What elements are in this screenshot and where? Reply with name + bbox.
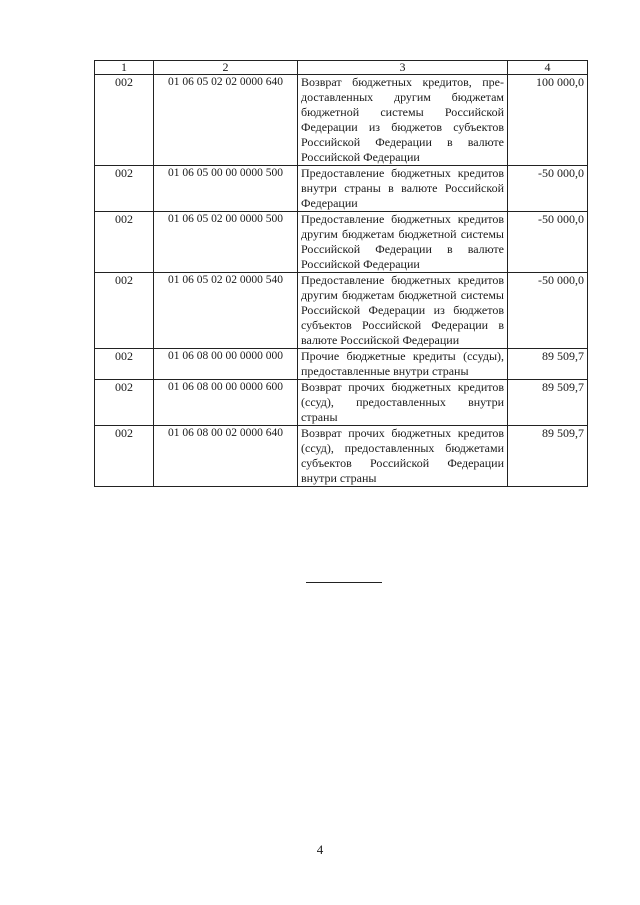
amount-cell: -50 000,0 xyxy=(508,212,588,273)
admin-code-cell: 002 xyxy=(95,380,154,426)
table-row xyxy=(95,426,588,487)
amount-cell: 100 000,0 xyxy=(508,75,588,166)
admin-code-cell: 002 xyxy=(95,75,154,166)
description-cell: Предоставление бюджетных кредитов другим бюджетам бюджетной системы Российской Федерации в валюте Российской Федерации xyxy=(298,212,508,273)
kbk-code-cell: 01 06 05 00 00 0000 500 xyxy=(154,166,298,212)
admin-code-cell: 002 xyxy=(95,212,154,273)
amount-cell: -50 000,0 xyxy=(508,273,588,349)
kbk-code-cell: 01 06 08 00 00 0000 000 xyxy=(154,349,298,380)
kbk-code-cell: 01 06 08 00 02 0000 640 xyxy=(154,426,298,487)
kbk-code-cell: 01 06 05 02 02 0000 640 xyxy=(154,75,298,166)
description-cell: Прочие бюджетные кредиты (ссуды), предоставленные внутри страны xyxy=(298,349,508,380)
kbk-code-cell: 01 06 08 00 00 0000 600 xyxy=(154,380,298,426)
table-row xyxy=(95,273,588,349)
description-cell: Предоставление бюджетных кредитов другим бюджетам бюджетной системы Российской Федерации из бюджетов субъектов Российской Федерации в валюте Российской Федерации xyxy=(298,273,508,349)
page-number: 4 xyxy=(316,842,324,857)
description-cell: Предоставление бюджетных кредитов внутри страны в валюте Российской Федерации xyxy=(298,166,508,212)
kbk-code-cell: 01 06 05 02 02 0000 540 xyxy=(154,273,298,349)
end-of-table-divider xyxy=(306,582,382,583)
table-row xyxy=(95,166,588,212)
description-cell: Возврат прочих бюджетных кредитов (ссуд), предоставленных бюджетами субъектов Российской Федерации внутри страны xyxy=(298,426,508,487)
header-col-1: 1 xyxy=(95,61,154,75)
header-col-4: 4 xyxy=(508,61,588,75)
amount-cell: 89 509,7 xyxy=(508,349,588,380)
kbk-code-cell: 01 06 05 02 00 0000 500 xyxy=(154,212,298,273)
admin-code-cell: 002 xyxy=(95,349,154,380)
amount-cell: 89 509,7 xyxy=(508,426,588,487)
amount-cell: 89 509,7 xyxy=(508,380,588,426)
budget-table xyxy=(94,60,588,487)
table-row xyxy=(95,75,588,166)
admin-code-cell: 002 xyxy=(95,166,154,212)
table-row xyxy=(95,380,588,426)
header-col-2: 2 xyxy=(154,61,298,75)
table-row xyxy=(95,212,588,273)
table-row xyxy=(95,349,588,380)
admin-code-cell: 002 xyxy=(95,273,154,349)
admin-code-cell: 002 xyxy=(95,426,154,487)
table-header-row xyxy=(95,61,588,75)
amount-cell: -50 000,0 xyxy=(508,166,588,212)
description-cell: Возврат бюджетных кредитов, предоставленных другим бюджетам бюджетной системы Российской Федерации из бюджетов субъектов Российской Федерации в валюте Российской Федерации xyxy=(298,75,508,166)
description-cell: Возврат прочих бюджетных кредитов (ссуд), предоставленных внутри страны xyxy=(298,380,508,426)
header-col-3: 3 xyxy=(298,61,508,75)
